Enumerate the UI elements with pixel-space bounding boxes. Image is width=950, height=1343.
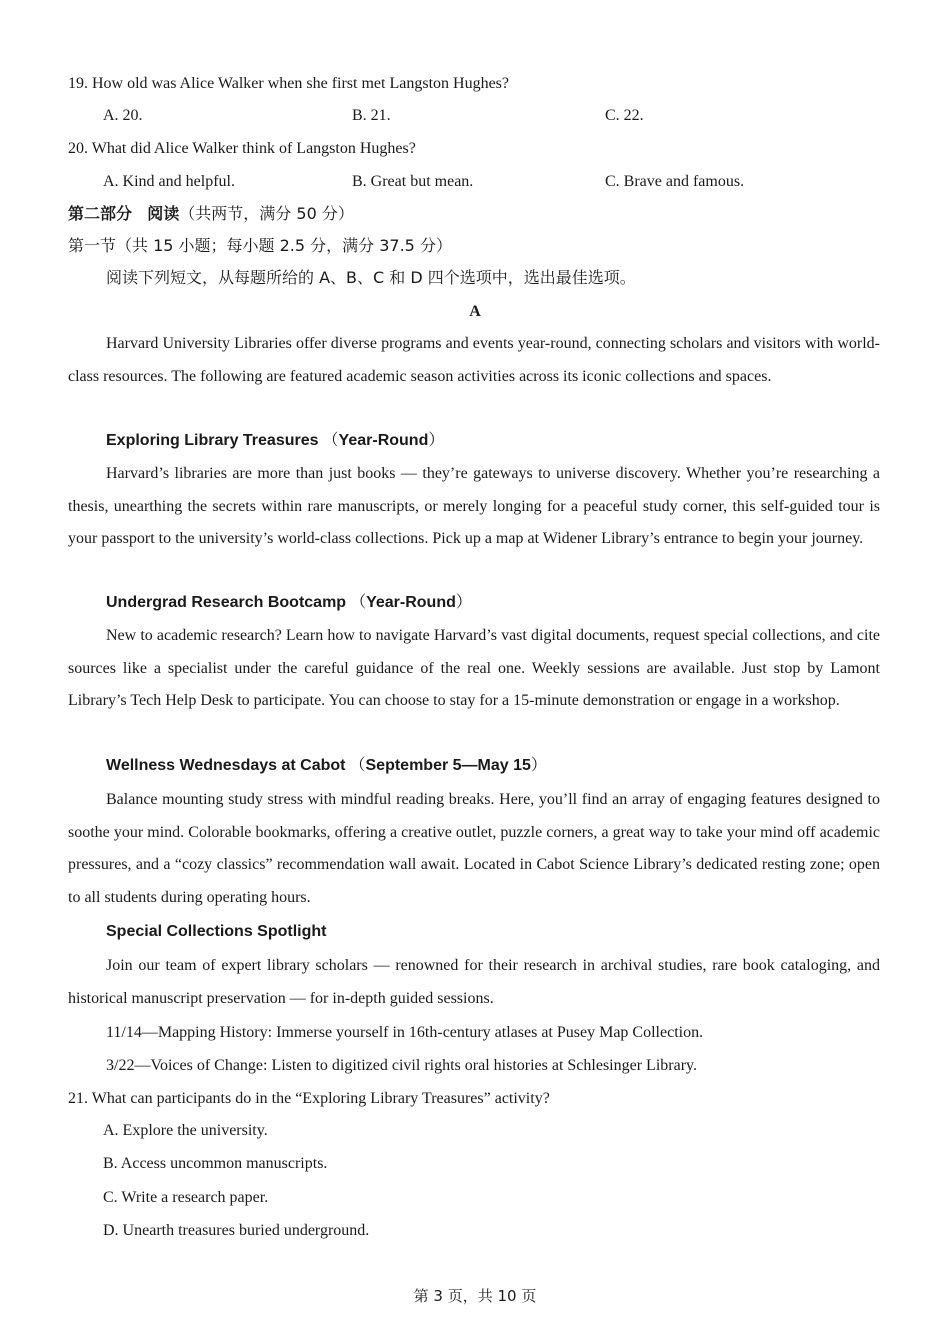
part-note: （共两节，满分 50 分）	[179, 204, 354, 223]
activity-heading-wellness	[106, 754, 547, 778]
option-b: B. Access uncommon manuscripts.	[103, 1155, 328, 1172]
session-item: 11/14—Mapping History: Immerse yourself in 16th-century atlases at Pusey Map Collection.	[106, 1024, 704, 1041]
question-number: 20.	[68, 140, 88, 157]
question-20	[68, 137, 416, 161]
question-21	[68, 1087, 550, 1111]
activity-heading-spotlight	[106, 920, 326, 944]
section-heading	[68, 202, 354, 226]
option-a: A. Kind and helpful.	[103, 173, 235, 190]
activity-date: （Year-Round）	[322, 432, 445, 449]
passage-intro: Harvard University Libraries offer diverse programs and events year-round, connecting scholars and visitors with world-class resources. The following are featured academic season activities across its iconic collections and spaces.	[68, 335, 880, 385]
option-c: C. Brave and famous.	[605, 173, 745, 190]
part-name: 阅读	[147, 204, 180, 223]
question-20-options	[0, 170, 950, 194]
session-item: 3/22—Voices of Change: Listen to digitized civil rights oral histories at Schlesinger Library.	[106, 1057, 697, 1074]
activity-body-spotlight: Join our team of expert library scholars — renowned for their research in archival studies, rare book cataloging, and historical manuscript preservation — for in-depth guided sessions.	[68, 957, 880, 1007]
question-text: What can participants do in the “Exploring Library Treasures” activity?	[91, 1090, 550, 1107]
instructions: 阅读下列短文，从每题所给的 A、B、C 和 D 四个选项中，选出最佳选项。	[106, 268, 636, 287]
part-label: 第二部分	[68, 204, 133, 223]
question-text: How old was Alice Walker when she first met Langston Hughes?	[92, 75, 509, 92]
activity-heading-exploring	[106, 429, 444, 453]
question-text: What did Alice Walker think of Langston Hughes?	[91, 140, 416, 157]
option-c: C. Write a research paper.	[103, 1189, 269, 1206]
option-a: A. Explore the university.	[103, 1122, 268, 1139]
activity-heading-bootcamp	[106, 591, 472, 615]
activity-title: Special Collections Spotlight	[106, 923, 327, 940]
question-19	[68, 72, 509, 96]
question-number: 19.	[68, 75, 88, 92]
option-d: D. Unearth treasures buried underground.	[103, 1222, 370, 1239]
option-c: C. 22.	[605, 107, 644, 124]
option-b: B. Great but mean.	[352, 173, 474, 190]
activity-date: （Year-Round）	[350, 594, 472, 611]
passage-letter: A	[469, 303, 481, 320]
activity-body-wellness: Balance mounting study stress with mindful reading breaks. Here, you’ll find an array of engaging features designed to soothe your mind. Colorable bookmarks, offering a creative outlet, puzzle corners, a great way to take your mind off academic pressures, and a “cozy classics” recommendation wall await. Located in Cabot Science Library’s dedicated resting zone; open to all students during operating hours.	[68, 791, 880, 906]
activity-title: Wellness Wednesdays at Cabot	[106, 757, 346, 774]
activity-body-exploring: Harvard’s libraries are more than just books — they’re gateways to universe discovery. Whether you’re researching a thesis, unearthing the secrets within rare manuscripts, or merely longing for a peaceful study corner, this self-guided tour is your passport to the university’s world-class collections. Pick up a map at Widener Library’s entrance to begin your journey.	[68, 465, 880, 547]
activity-body-bootcamp: New to academic research? Learn how to navigate Harvard’s vast digital documents, request special collections, and cite sources like a specialist under the careful guidance of the real one. Weekly sessions are available. Just stop by Lamont Library’s Tech Help Desk to participate. You can choose to stay for a 15-minute demonstration or engage in a workshop.	[68, 627, 880, 709]
option-a: A. 20.	[103, 107, 143, 124]
question-19-options	[0, 104, 950, 128]
option-b: B. 21.	[352, 107, 391, 124]
subsection-heading: 第一节（共 15 小题；每小题 2.5 分，满分 37.5 分）	[68, 236, 452, 255]
activity-title: Exploring Library Treasures	[106, 432, 319, 449]
activity-title: Undergrad Research Bootcamp	[106, 594, 347, 611]
question-number: 21.	[68, 1090, 88, 1107]
page-footer: 第 3 页，共 10 页	[413, 1287, 537, 1305]
activity-date: （September 5—May 15）	[349, 757, 547, 774]
